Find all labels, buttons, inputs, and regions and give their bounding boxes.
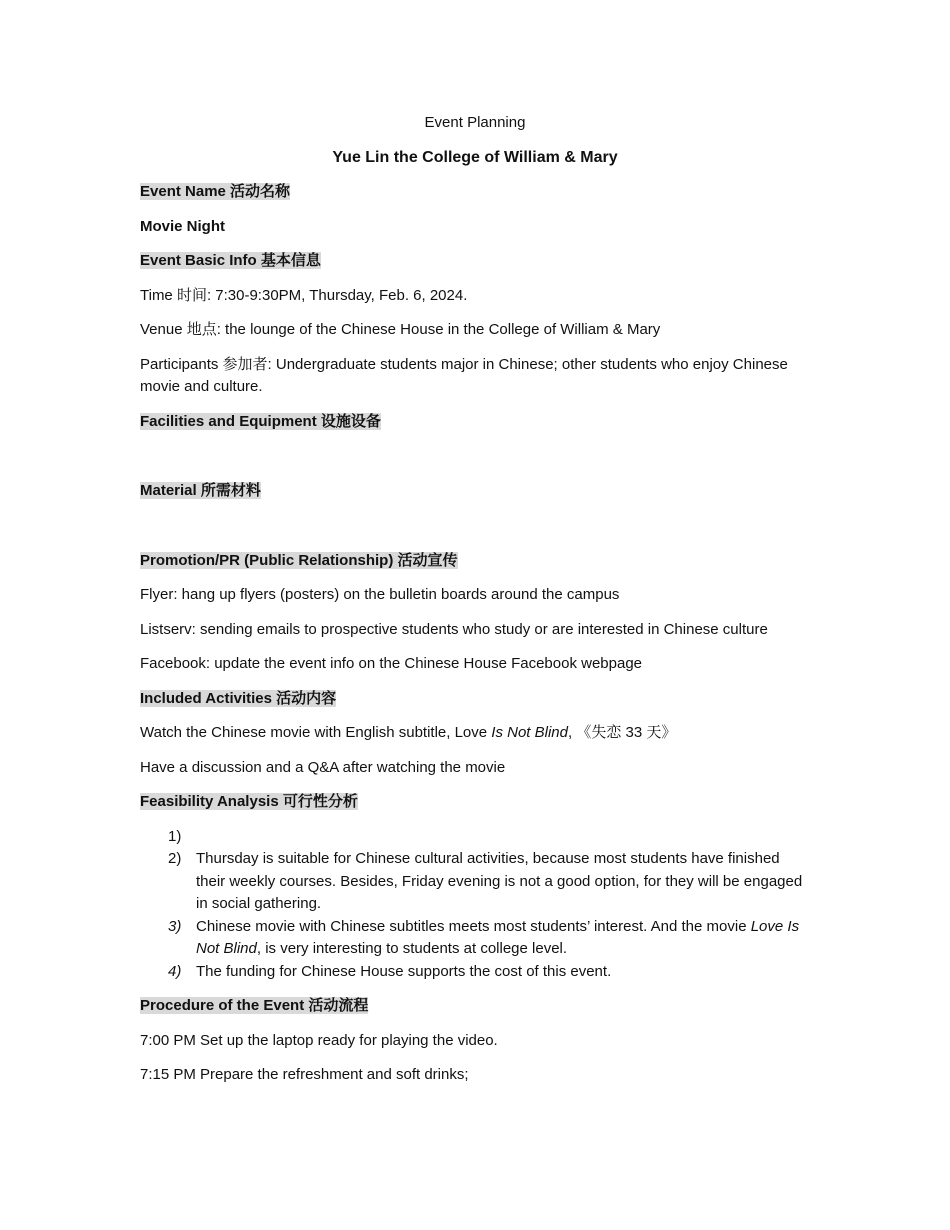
section-heading-event-name bbox=[140, 181, 810, 204]
facilities-heading: Facilities and Equipment 设施设备 bbox=[140, 412, 381, 430]
event-name-heading: Event Name 活动名称 bbox=[140, 183, 291, 200]
document-title: Event Planning bbox=[424, 114, 526, 131]
promotion-heading: Promotion/PR (Public Relationship) 活动宣传 bbox=[140, 551, 458, 569]
basic-info-heading: Event Basic Info 基本信息 bbox=[140, 252, 321, 269]
list-item-text: The funding for Chinese House supports the cost of this event. bbox=[196, 962, 612, 980]
procedure-step: 7:00 PM Set up the laptop ready for playing the video. bbox=[140, 1031, 498, 1049]
venue-line: Venue 地点: the lounge of the Chinese House in the College of William & Mary bbox=[140, 321, 661, 338]
watch-movie-suffix: , 《失恋 33 天》 bbox=[568, 724, 677, 741]
discussion-line: Have a discussion and a Q&A after watching the movie bbox=[140, 758, 506, 776]
list-item bbox=[140, 916, 810, 961]
listserv-line: Listserv: sending emails to prospective students who study or are interested in Chinese culture bbox=[140, 620, 768, 638]
list-item-text: Thursday is suitable for Chinese cultural activities, because most students have finished their weekly courses. Besides, Friday evening is not a good option, for they will be engaged in social gathering. bbox=[196, 850, 803, 912]
section-heading-material bbox=[140, 480, 810, 503]
event-name-value: Movie Night bbox=[140, 217, 225, 235]
list-item bbox=[140, 826, 810, 849]
section-heading-promotion bbox=[140, 550, 810, 573]
activities-heading: Included Activities 活动内容 bbox=[140, 689, 337, 707]
author-line: Yue Lin the College of William & Mary bbox=[332, 148, 618, 166]
flyer-line: Flyer: hang up flyers (posters) on the bulletin boards around the campus bbox=[140, 586, 620, 603]
list-item-text-prefix: Chinese movie with Chinese subtitles meets most students’ interest. And the movie bbox=[196, 917, 751, 935]
section-heading-basic-info bbox=[140, 250, 810, 273]
section-heading-procedure bbox=[140, 995, 810, 1018]
list-item bbox=[140, 848, 810, 916]
section-heading-feasibility bbox=[140, 791, 810, 814]
list-item-number: 4) bbox=[168, 962, 182, 980]
list-item bbox=[140, 961, 810, 984]
procedure-heading: Procedure of the Event 活动流程 bbox=[140, 997, 369, 1014]
material-heading: Material 所需材料 bbox=[140, 482, 261, 499]
feasibility-list bbox=[140, 826, 810, 984]
procedure-step: 7:15 PM Prepare the refreshment and soft drinks; bbox=[140, 1066, 469, 1083]
blank-space bbox=[140, 515, 810, 550]
list-item-number: 3) bbox=[168, 917, 182, 935]
section-heading-facilities bbox=[140, 411, 810, 434]
blank-space bbox=[140, 445, 810, 480]
movie-title-italic: Is Not Blind bbox=[491, 724, 568, 741]
facebook-line: Facebook: update the event info on the Chinese House Facebook webpage bbox=[140, 655, 643, 672]
feasibility-heading: Feasibility Analysis 可行性分析 bbox=[140, 793, 358, 810]
list-item-number: 2) bbox=[168, 850, 182, 867]
movie-title-italic: Love Is Not Blind bbox=[196, 917, 800, 957]
list-item-text-suffix: , is very interesting to students at college level. bbox=[256, 940, 568, 957]
list-item-number: 1) bbox=[168, 827, 182, 845]
time-line: Time 时间: 7:30-9:30PM, Thursday, Feb. 6, 2024. bbox=[140, 286, 468, 304]
watch-movie-line bbox=[140, 722, 810, 745]
watch-movie-prefix: Watch the Chinese movie with English subtitle, Love bbox=[140, 724, 492, 741]
section-heading-activities bbox=[140, 688, 810, 711]
participants-line: Participants 参加者: Undergraduate students major in Chinese; other students who enjoy Chinese movie and culture. bbox=[140, 355, 788, 395]
